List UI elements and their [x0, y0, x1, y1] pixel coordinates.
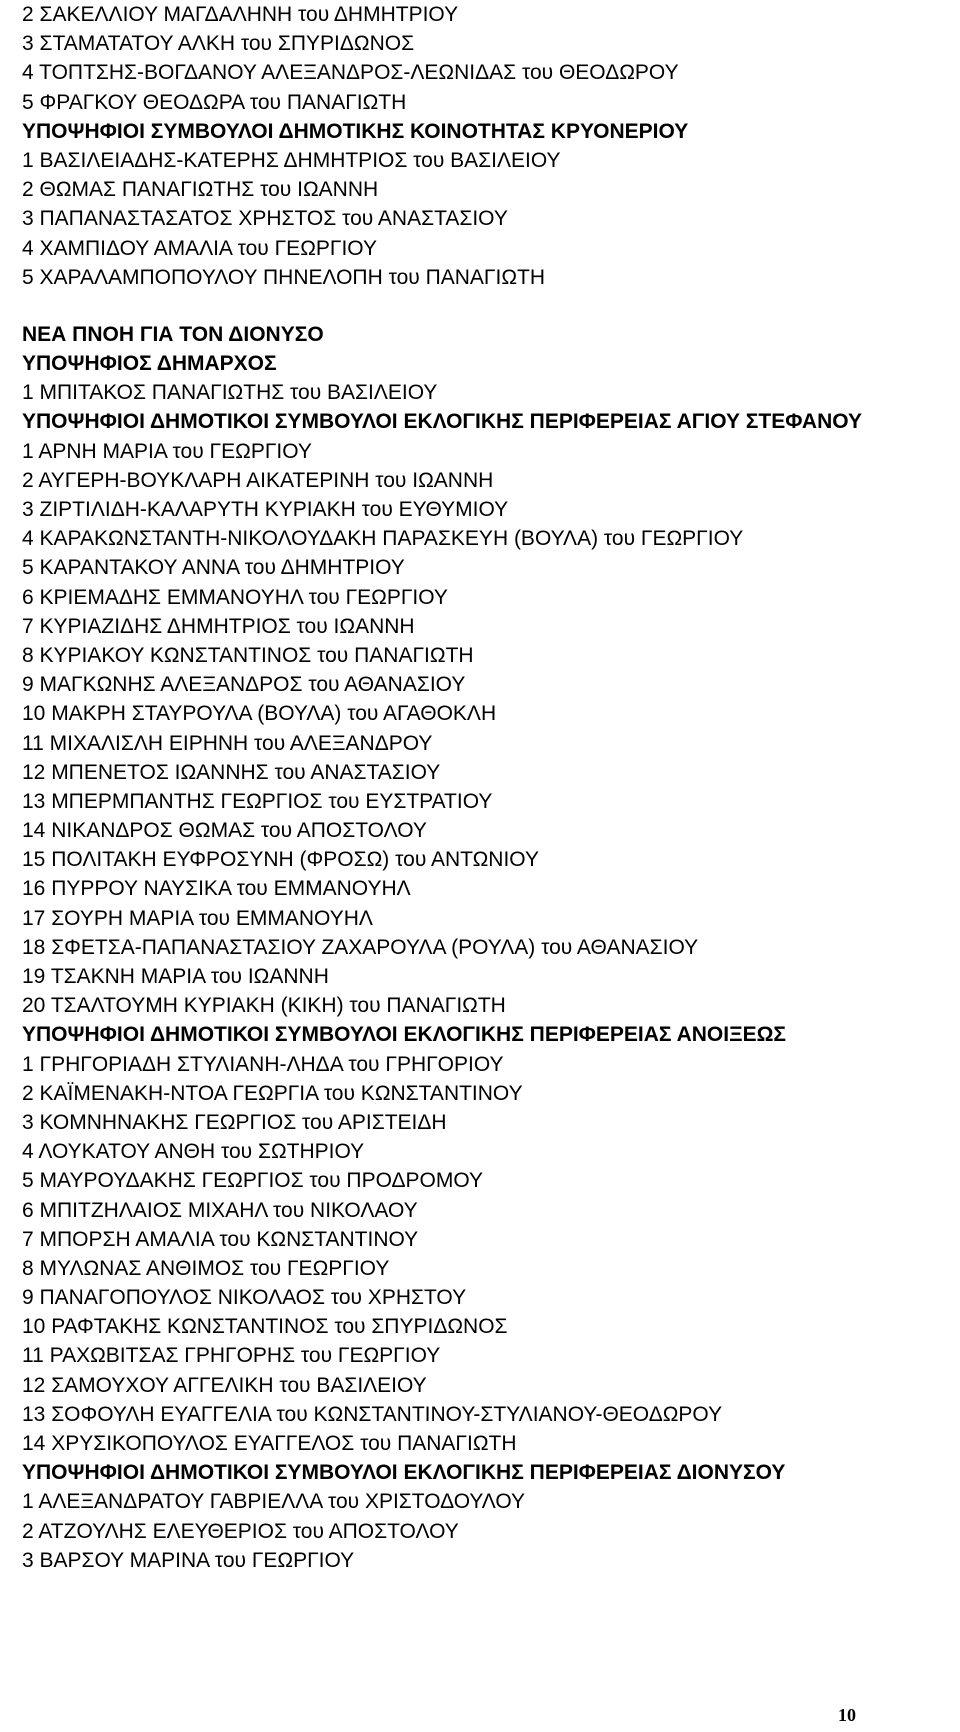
- list-item: 20 ΤΣΑΛΤΟΥΜΗ ΚΥΡΙΑΚΗ (ΚΙΚΗ) του ΠΑΝΑΓΙΩΤΗ: [22, 994, 506, 1018]
- list-item: 17 ΣΟΥΡΗ ΜΑΡΙΑ του ΕΜΜΑΝΟΥΗΛ: [22, 906, 373, 930]
- list-item: 19 ΤΣΑΚΝΗ ΜΑΡΙΑ του ΙΩΑΝΝΗ: [22, 965, 329, 989]
- section-heading: ΥΠΟΨΗΦΙΟΙ ΔΗΜΟΤΙΚΟΙ ΣΥΜΒΟΥΛΟΙ ΕΚΛΟΓΙΚΗΣ ΠΕΡΙΦΕΡΕΙΑΣ ΔΙΟΝΥΣΟΥ: [22, 1461, 786, 1485]
- section-heading: ΥΠΟΨΗΦΙΟΙ ΣΥΜΒΟΥΛΟΙ ΔΗΜΟΤΙΚΗΣ ΚΟΙΝΟΤΗΤΑΣ ΚΡΥΟΝΕΡΙΟΥ: [22, 119, 689, 143]
- list-item: 4 ΚΑΡΑΚΩΝΣΤΑΝΤΗ-ΝΙΚΟΛΟΥΔΑΚΗ ΠΑΡΑΣΚΕΥΗ (ΒΟΥΛΑ) του ΓΕΩΡΓΙΟΥ: [22, 527, 744, 551]
- list-item: 3 ΣΤΑΜΑΤΑΤΟΥ ΑΛΚΗ του ΣΠΥΡΙΔΩΝΟΣ: [22, 32, 415, 56]
- section-agios-stefanos: [22, 407, 942, 1020]
- mayor-heading: ΥΠΟΨΗΦΙΟΣ ΔΗΜΑΡΧΟΣ: [22, 352, 277, 376]
- list-item: 3 ΒΑΡΣΟΥ ΜΑΡΙΝΑ του ΓΕΩΡΓΙΟΥ: [22, 1548, 355, 1572]
- section-dionysos: [22, 1458, 942, 1575]
- list-item: 4 ΤΟΠΤΣΗΣ-ΒΟΓΔΑΝΟΥ ΑΛΕΞΑΝΔΡΟΣ-ΛΕΩΝΙΔΑΣ του ΘΕΟΔΩΡΟΥ: [22, 61, 679, 85]
- section-heading: ΥΠΟΨΗΦΙΟΙ ΔΗΜΟΤΙΚΟΙ ΣΥΜΒΟΥΛΟΙ ΕΚΛΟΓΙΚΗΣ ΠΕΡΙΦΕΡΕΙΑΣ ΑΝΟΙΞΕΩΣ: [22, 1023, 787, 1047]
- list-item: 16 ΠΥΡΡΟΥ ΝΑΥΣΙΚΑ του ΕΜΜΑΝΟΥΗΛ: [22, 877, 411, 901]
- list-item: 3 ΖΙΡΤΙΛΙΔΗ-ΚΑΛΑΡΥΤΗ ΚΥΡΙΑΚΗ του ΕΥΘΥΜΙΟΥ: [22, 498, 509, 522]
- list-item: 2 ΣΑΚΕΛΛΙΟΥ ΜΑΓΔΑΛΗΝΗ του ΔΗΜΗΤΡΙΟΥ: [22, 3, 459, 26]
- list-item: 7 ΜΠΟΡΣΗ ΑΜΑΛΙΑ του ΚΩΝΣΤΑΝΤΙΝΟΥ: [22, 1227, 419, 1251]
- top-candidate-list: [22, 0, 942, 117]
- list-item: 1 ΑΛΕΞΑΝΔΡΑΤΟΥ ΓΑΒΡΙΕΛΛΑ του ΧΡΙΣΤΟΔΟΥΛΟΥ: [22, 1490, 526, 1514]
- list-item: 10 ΜΑΚΡΗ ΣΤΑΥΡΟΥΛΑ (ΒΟΥΛΑ) του ΑΓΑΘΟΚΛΗ: [22, 702, 497, 726]
- list-item: 9 ΜΑΓΚΩΝΗΣ ΑΛΕΞΑΝΔΡΟΣ του ΑΘΑΝΑΣΙΟΥ: [22, 673, 466, 697]
- list-item: 1 ΒΑΣΙΛΕΙΑΔΗΣ-ΚΑΤΕΡΗΣ ΔΗΜΗΤΡΙΟΣ του ΒΑΣΙΛΕΙΟΥ: [22, 148, 561, 172]
- party-name-banner: ΝΕΑ ΠΝΟΗ ΓΙΑ ΤΟΝ ΔΙΟΝΥΣΟ: [22, 320, 942, 349]
- list-item: 5 ΧΑΡΑΛΑΜΠΟΠΟΥΛΟΥ ΠΗΝΕΛΟΠΗ του ΠΑΝΑΓΙΩΤΗ: [22, 265, 546, 289]
- list-item: 3 ΚΟΜΝΗΝΑΚΗΣ ΓΕΩΡΓΙΟΣ του ΑΡΙΣΤΕΙΔΗ: [22, 1110, 447, 1134]
- section-kryoneri: [22, 117, 942, 292]
- list-item: 10 ΡΑΦΤΑΚΗΣ ΚΩΝΣΤΑΝΤΙΝΟΣ του ΣΠΥΡΙΔΩΝΟΣ: [22, 1315, 508, 1339]
- list-item: 13 ΣΟΦΟΥΛΗ ΕΥΑΓΓΕΛΙΑ του ΚΩΝΣΤΑΝΤΙΝΟΥ-ΣΤΥΛΙΑΝΟΥ-ΘΕΟΔΩΡΟΥ: [22, 1402, 723, 1426]
- mayor-candidate: 1 ΜΠΙΤΑΚΟΣ ΠΑΝΑΓΙΩΤΗΣ του ΒΑΣΙΛΕΙΟΥ: [22, 381, 438, 405]
- list-item: 1 ΑΡΝΗ ΜΑΡΙΑ του ΓΕΩΡΓΙΟΥ: [22, 439, 312, 463]
- list-item: 6 ΚΡΙΕΜΑΔΗΣ ΕΜΜΑΝΟΥΗΛ του ΓΕΩΡΓΙΟΥ: [22, 585, 448, 609]
- list-item: 2 ΑΤΖΟΥΛΗΣ ΕΛΕΥΘΕΡΙΟΣ του ΑΠΟΣΤΟΛΟΥ: [22, 1519, 459, 1543]
- list-item: 18 ΣΦΕΤΣΑ-ΠΑΠΑΝΑΣΤΑΣΙΟΥ ΖΑΧΑΡΟΥΛΑ (ΡΟΥΛΑ) του ΑΘΑΝΑΣΙΟΥ: [22, 935, 699, 959]
- list-item: 9 ΠΑΝΑΓΟΠΟΥΛΟΣ ΝΙΚΟΛΑΟΣ του ΧΡΗΣΤΟΥ: [22, 1286, 467, 1310]
- list-item: 4 ΛΟΥΚΑΤΟΥ ΑΝΘΗ του ΣΩΤΗΡΙΟΥ: [22, 1140, 365, 1164]
- list-item: 14 ΧΡΥΣΙΚΟΠΟΥΛΟΣ ΕΥΑΓΓΕΛΟΣ του ΠΑΝΑΓΙΩΤΗ: [22, 1432, 517, 1456]
- list-item: 5 ΚΑΡΑΝΤΑΚΟΥ ΑΝΝΑ του ΔΗΜΗΤΡΙΟΥ: [22, 556, 405, 580]
- document-body: [22, 0, 942, 1575]
- page-number: 10: [838, 1705, 856, 1725]
- section-heading: ΥΠΟΨΗΦΙΟΙ ΔΗΜΟΤΙΚΟΙ ΣΥΜΒΟΥΛΟΙ ΕΚΛΟΓΙΚΗΣ ΠΕΡΙΦΕΡΕΙΑΣ ΑΓΙΟΥ ΣΤΕΦΑΝΟΥ: [22, 410, 862, 434]
- list-item: 5 ΦΡΑΓΚΟΥ ΘΕΟΔΩΡΑ του ΠΑΝΑΓΙΩΤΗ: [22, 90, 407, 114]
- list-item: 14 ΝΙΚΑΝΔΡΟΣ ΘΩΜΑΣ του ΑΠΟΣΤΟΛΟΥ: [22, 819, 427, 843]
- list-item: 11 ΡΑΧΩΒΙΤΣΑΣ ΓΡΗΓΟΡΗΣ του ΓΕΩΡΓΙΟΥ: [22, 1344, 441, 1368]
- list-item: 12 ΜΠΕΝΕΤΟΣ ΙΩΑΝΝΗΣ του ΑΝΑΣΤΑΣΙΟΥ: [22, 760, 441, 784]
- list-item: 6 ΜΠΙΤΖΗΛΑΙΟΣ ΜΙΧΑΗΛ του ΝΙΚΟΛΑΟΥ: [22, 1198, 418, 1222]
- list-item: 7 ΚΥΡΙΑΖΙΔΗΣ ΔΗΜΗΤΡΙΟΣ του ΙΩΑΝΝΗ: [22, 614, 415, 638]
- list-item: 1 ΓΡΗΓΟΡΙΑΔΗ ΣΤΥΛΙΑΝΗ-ΛΗΔΑ του ΓΡΗΓΟΡΙΟΥ: [22, 1052, 504, 1076]
- list-item: 8 ΜΥΛΩΝΑΣ ΑΝΘΙΜΟΣ του ΓΕΩΡΓΙΟΥ: [22, 1256, 390, 1280]
- list-item: 4 ΧΑΜΠΙΔΟΥ ΑΜΑΛΙΑ του ΓΕΩΡΓΙΟΥ: [22, 236, 377, 260]
- list-item: 13 ΜΠΕΡΜΠΑΝΤΗΣ ΓΕΩΡΓΙΟΣ του ΕΥΣΤΡΑΤΙΟΥ: [22, 789, 493, 813]
- list-item: 2 ΚΑΪΜΕΝΑΚΗ-ΝΤΟΑ ΓΕΩΡΓΙΑ του ΚΩΝΣΤΑΝΤΙΝΟΥ: [22, 1081, 523, 1105]
- list-item: 8 ΚΥΡΙΑΚΟΥ ΚΩΝΣΤΑΝΤΙΝΟΣ του ΠΑΝΑΓΙΩΤΗ: [22, 643, 474, 667]
- list-item: 2 ΘΩΜΑΣ ΠΑΝΑΓΙΩΤΗΣ του ΙΩΑΝΝΗ: [22, 178, 379, 202]
- list-item: 12 ΣΑΜΟΥΧΟΥ ΑΓΓΕΛΙΚΗ του ΒΑΣΙΛΕΙΟΥ: [22, 1373, 427, 1397]
- list-item: 11 ΜΙΧΑΛΙΣΛΗ ΕΙΡΗΝΗ του ΑΛΕΞΑΝΔΡΟΥ: [22, 731, 433, 755]
- list-item: 5 ΜΑΥΡΟΥΔΑΚΗΣ ΓΕΩΡΓΙΟΣ του ΠΡΟΔΡΟΜΟΥ: [22, 1169, 484, 1193]
- section-anoixi: [22, 1020, 942, 1458]
- list-item: 3 ΠΑΠΑΝΑΣΤΑΣΑΤΟΣ ΧΡΗΣΤΟΣ του ΑΝΑΣΤΑΣΙΟΥ: [22, 207, 508, 231]
- list-item: 15 ΠΟΛΙΤΑΚΗ ΕΥΦΡΟΣΥΝΗ (ΦΡΟΣΩ) του ΑΝΤΩΝΙΟΥ: [22, 848, 539, 872]
- list-item: 2 ΑΥΓΕΡΗ-ΒΟΥΚΛΑΡΗ ΑΙΚΑΤΕΡΙΝΗ του ΙΩΑΝΝΗ: [22, 468, 494, 492]
